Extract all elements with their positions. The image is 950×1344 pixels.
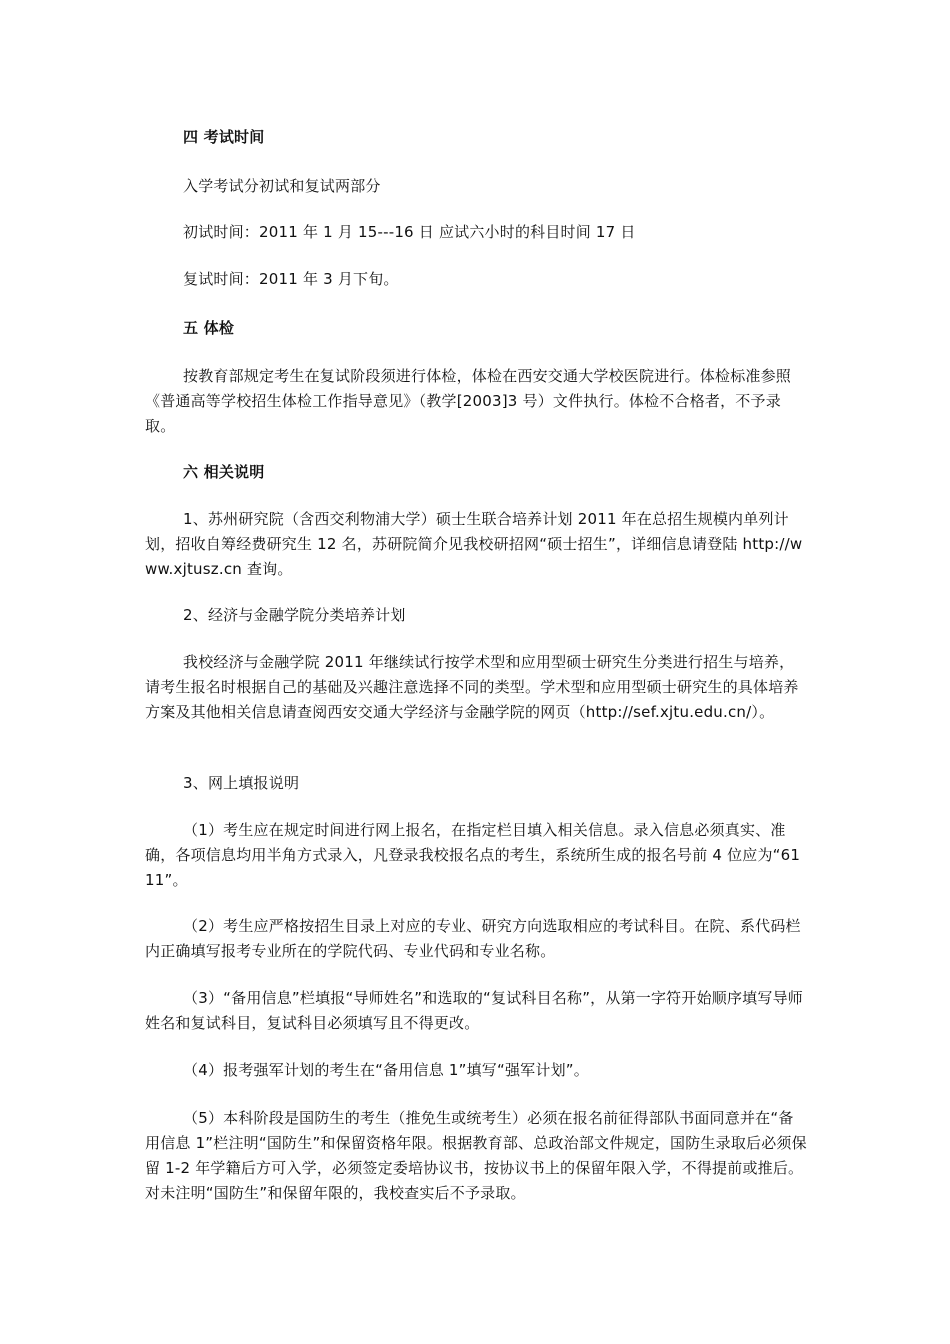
section-heading-notes: 六 相关说明 [183,463,265,481]
paragraph-sub-2: （2）考生应严格按招生目录上对应的专业、研究方向选取相应的考试科目。在院、系代码栏内正确填写报考专业所在的学院代码、专业代码和专业名称。 [145,917,801,960]
section-heading-exam-time: 四 考试时间 [183,128,265,146]
section-heading-physical: 五 体检 [183,319,235,337]
paragraph-suzhou-institute: 1、苏州研究院（含西交利物浦大学）硕士生联合培养计划 2011 年在总招生规模内单列计划，招收自筹经费研究生 12 名，苏研院简介见我校研招网“硕士招生”，详细信息请登陆 http://www.xjtusz.cn 查询。 [145,510,803,578]
paragraph-sub-3: （3）“备用信息”栏填报“导师姓名”和选取的“复试科目名称”，从第一字符开始顺序填写导师姓名和复试科目，复试科目必须填写且不得更改。 [145,989,803,1032]
paragraph-physical-exam: 按教育部规定考生在复试阶段须进行体检，体检在西安交通大学校医院进行。体检标准参照《普通高等学校招生体检工作指导意见》（教学[2003]3 号）文件执行。体检不合格者，不予录取。 [145,367,792,435]
paragraph-economics-title: 2、经济与金融学院分类培养计划 [183,606,406,624]
paragraph-online-registration-title: 3、网上填报说明 [183,774,300,792]
paragraph-sub-5: （5）本科阶段是国防生的考生（推免生或统考生）必须在报名前征得部队书面同意并在“备用信息 1”栏注明“国防生”和保留资格年限。根据教育部、总政治部文件规定，国防生录取后必须保留 1-2 年学籍后方可入学，必须签定委培协议书，按协议书上的保留年限入学，不得提前或推后。对未注明“国防生”和保留年限的，我校查实后不予录取。 [145,1109,807,1202]
paragraph-sub-4: （4）报考强军计划的考生在“备用信息 1”填写“强军计划”。 [183,1061,589,1079]
paragraph-economics-body: 我校经济与金融学院 2011 年继续试行按学术型和应用型硕士研究生分类进行招生与培养，请考生报名时根据自己的基础及兴趣注意选择不同的类型。学术型和应用型硕士研究生的具体培养方案及其他相关信息请查阅西安交通大学经济与金融学院的网页（http://sef.xjtu.edu.cn/）。 [145,653,799,721]
paragraph-sub-1: （1）考生应在规定时间进行网上报名，在指定栏目填入相关信息。录入信息必须真实、准确，各项信息均用半角方式录入，凡登录我校报名点的考生，系统所生成的报名号前 4 位应为“6111”。 [145,821,801,889]
paragraph-retest-time: 复试时间：2011 年 3 月下旬。 [183,270,399,288]
paragraph-initial-exam-time: 初试时间：2011 年 1 月 15---16 日 应试六小时的科目时间 17 日 [183,223,636,241]
paragraph-exam-parts: 入学考试分初试和复试两部分 [183,177,381,195]
